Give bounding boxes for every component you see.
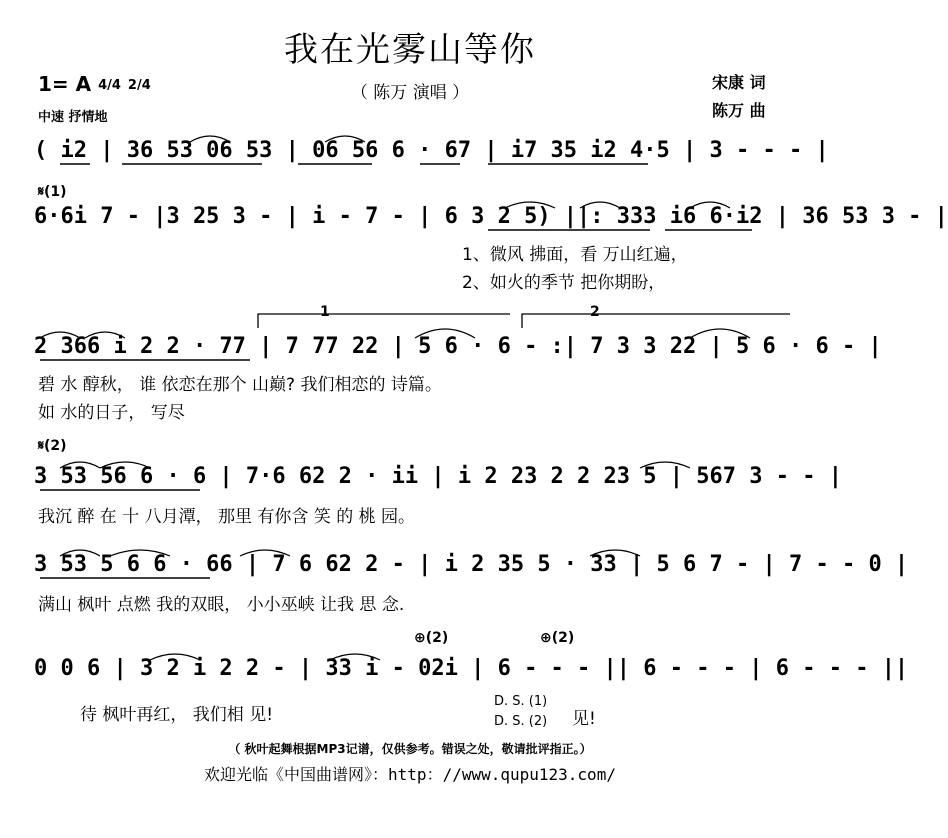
coda-mark-2: ⊕(2)	[540, 630, 575, 646]
time-signature-2: 2/4	[127, 78, 151, 93]
lyric-line-6: 待 枫叶再红， 我们相 见!	[80, 705, 274, 725]
footer-site: 欢迎光临《中国曲谱网》：http：//www.qupu123.com/	[204, 765, 616, 784]
beam-lines	[40, 164, 752, 578]
score-line-5: 3 53 5 6 6 · 66 | 7 6 62 2 - | i 2 35 5 · 33 | 5 6 7 - | 7 - - 0 |	[34, 552, 909, 577]
singer-credit: （ 陈万 演唱 ）	[350, 83, 470, 103]
volta-bracket-1	[258, 314, 510, 328]
lyricist-credit: 宋康 词	[712, 73, 766, 92]
volta-bracket-2	[522, 314, 790, 328]
segno-mark-1: 𝄋(1)	[38, 184, 67, 200]
footer-note: （ 秋叶起舞根据MP3记谱，仅供参考。错误之处，敬请批评指正。）	[228, 742, 592, 756]
score-line-1: ( i2 | 36 53 06 53 | 06 56 6 · 67 | i7 35 i2 4·5 | 3 - - - |	[34, 138, 829, 163]
segno-mark-2: 𝄋(2)	[38, 438, 67, 454]
volta-1-label: 1	[320, 304, 330, 320]
composer-credit: 陈万 曲	[712, 101, 766, 120]
tempo-marking: 中速 抒情地	[38, 110, 108, 125]
lyric-line-5: 满山 枫叶 点燃 我的双眼， 小小巫峡 让我 思 念.	[38, 595, 405, 615]
score-line-3: 2 366 i 2 2 · 77 | 7 77 22 | 5 6 · 6 - :| 7 3 3 22 | 5 6 · 6 - |	[34, 334, 882, 359]
lyric-end: 见!	[572, 709, 596, 729]
lyric-line-3b: 如 水的日子， 写尽	[38, 403, 185, 423]
score-line-6: 0 0 6 | 3 2 i 2 2 - | 33 i - 02i | 6 - - - || 6 - - - | 6 - - - ||	[34, 656, 909, 681]
lyric-line-4: 我沉 醉 在 十 八月潭， 那里 有你含 笑 的 桃 园。	[38, 507, 416, 527]
score-line-2: 6·6i 7 - |3 25 3 - | i - 7 - | 6 3 2 5) ||: 333 i6 6·i2 | 36 53 3 - |	[34, 204, 948, 229]
da-segno-1: D. S. (1)	[494, 694, 548, 709]
time-signature-1: 4/4	[98, 78, 121, 93]
da-segno-2: D. S. (2)	[494, 714, 548, 729]
key-text: 1= A	[38, 72, 92, 96]
score-line-4: 3 53 56 6 · 6 | 7·6 62 2 · ii | i 2 23 2 2 23 5 | 567 3 - - |	[34, 464, 842, 489]
coda-mark-1: ⊕(2)	[414, 630, 449, 646]
lyric-line-2a: 1、微风 拂面，看 万山红遍，	[462, 245, 688, 265]
lyric-line-3a: 碧 水 醇秋， 谁 依恋在那个 山巅? 我们相恋的 诗篇。	[38, 375, 442, 395]
volta-2-label: 2	[590, 304, 600, 320]
page-title: 我在光雾山等你	[284, 30, 536, 70]
slur-marks	[40, 136, 750, 660]
lyric-line-2b: 2、如火的季节 把你期盼，	[462, 273, 666, 293]
